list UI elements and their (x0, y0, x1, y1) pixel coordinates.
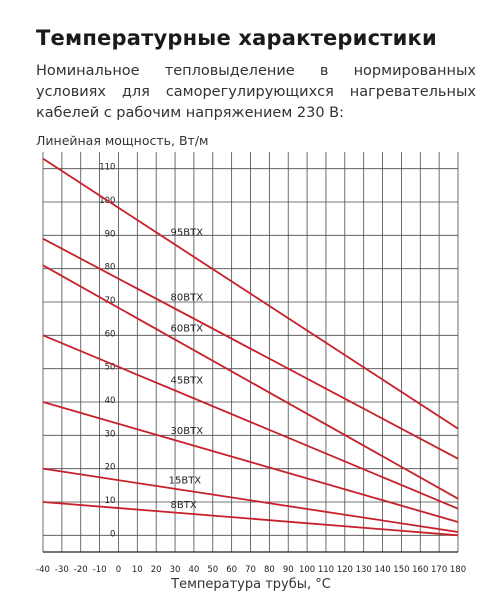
page-title: Температурные характеристики (36, 26, 437, 50)
x-tick-label: -40 (36, 565, 50, 575)
y-tick-label: 100 (99, 196, 116, 206)
x-tick-label: 130 (355, 565, 372, 575)
series-label: 60BTX (170, 323, 204, 335)
x-tick-label: 150 (393, 565, 410, 575)
x-tick-label: 80 (263, 565, 275, 575)
description-text: Номинальное тепловыделение в нормированных условиях для саморегулирующихся нагревательных кабелей с рабочим напряжением 230 В: (36, 63, 476, 121)
y-tick-label: 30 (104, 429, 116, 440)
x-tick-label: 100 (298, 565, 316, 575)
x-tick-label: -10 (92, 565, 107, 575)
x-tick-label: 40 (188, 565, 200, 575)
x-tick-label: 0 (115, 565, 122, 575)
x-tick-label: 90 (282, 565, 294, 575)
x-tick-label: 20 (150, 565, 162, 575)
y-axis-label: Линейная мощность, Вт/м (36, 133, 209, 148)
y-tick-label: 90 (104, 229, 116, 240)
y-tick-label: 0 (110, 529, 116, 540)
x-tick-label: -30 (54, 565, 69, 575)
series-label: 30BTX (170, 426, 204, 437)
y-tick-label: 60 (104, 329, 116, 340)
series-label: 45BTX (170, 375, 204, 387)
x-tick-label: -20 (73, 565, 88, 575)
y-tick-label: 80 (104, 262, 116, 273)
x-tick-label: 180 (449, 565, 467, 575)
y-tick-label: 50 (104, 362, 116, 373)
series-label: 95BTX (170, 227, 204, 239)
y-tick-label: 110 (99, 162, 116, 173)
x-tick-label: 170 (431, 565, 448, 575)
x-axis-label: Температура трубы, °C (171, 577, 331, 592)
x-tick-label: 140 (374, 565, 391, 575)
x-tick-label: 50 (207, 565, 219, 575)
x-tick-label: 70 (245, 565, 256, 575)
x-tick-label: 60 (226, 565, 238, 575)
series-label: 8BTX (170, 500, 197, 511)
x-tick-label: 160 (412, 565, 429, 575)
x-tick-label: 10 (131, 565, 143, 575)
x-tick-label: 110 (317, 565, 335, 575)
series-label: 80BTX (170, 292, 204, 304)
y-tick-label: 70 (104, 296, 116, 306)
y-tick-label: 20 (104, 462, 116, 473)
y-tick-label: 10 (104, 496, 116, 506)
x-tick-label: 30 (169, 565, 181, 575)
x-tick-label: 120 (336, 565, 353, 575)
y-tick-label: 40 (104, 396, 116, 406)
series-label: 15BTX (168, 475, 202, 487)
